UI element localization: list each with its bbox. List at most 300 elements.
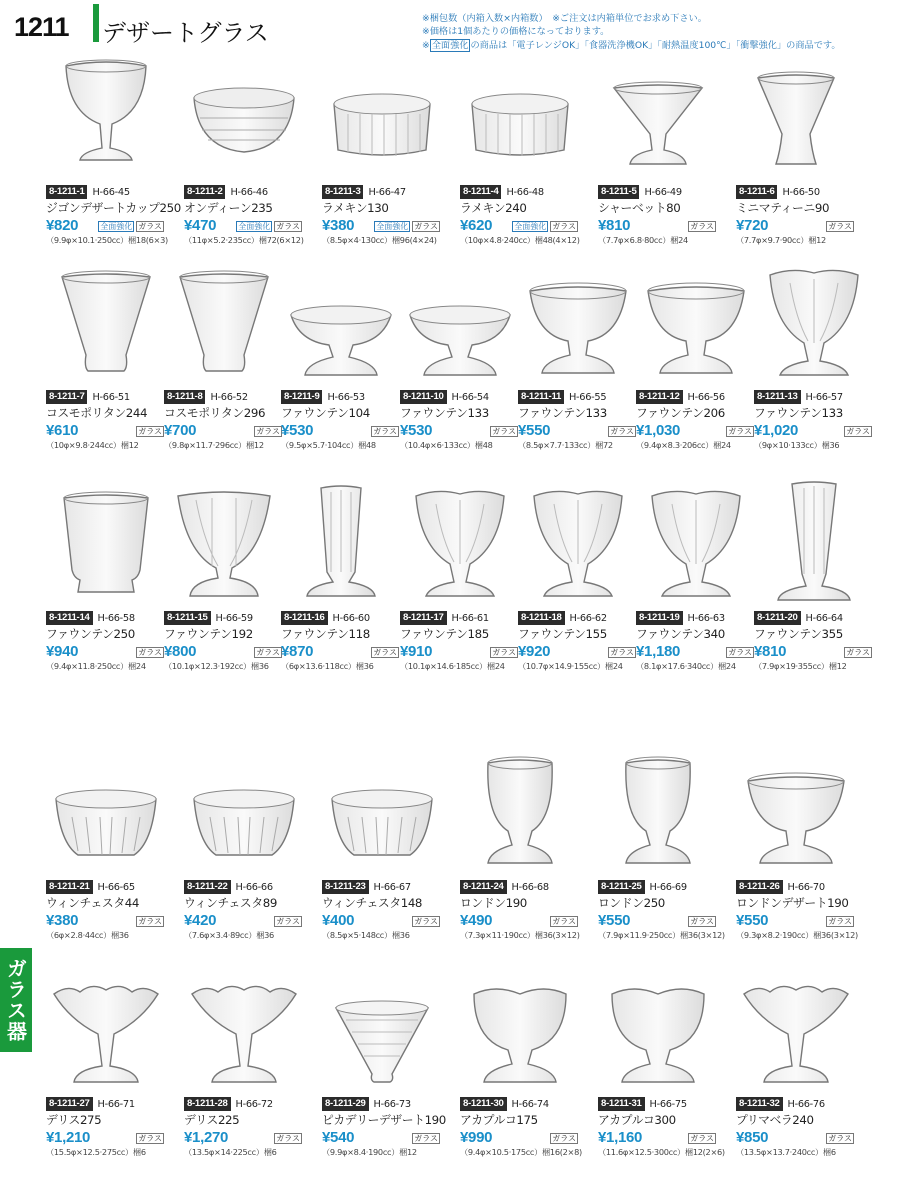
header-notes <box>422 12 841 52</box>
product-name: ファウンテン155 <box>518 627 607 641</box>
product-meta <box>281 610 399 673</box>
model-code: H-66-74 <box>511 1098 549 1110</box>
product-card[interactable] <box>322 52 440 262</box>
product-card[interactable] <box>400 478 518 688</box>
product-code: 8-1211-11 <box>518 390 564 404</box>
product-image[interactable] <box>462 52 578 184</box>
tulip-sundae-icon <box>638 478 754 610</box>
price: ¥810 <box>598 217 631 234</box>
product-spec: （13.5φ×14·225cc）梱6 <box>184 1147 277 1157</box>
price: ¥1,270 <box>184 1129 229 1146</box>
price: ¥810 <box>754 643 787 660</box>
product-name: コスモポリタン296 <box>164 406 266 420</box>
product-card[interactable] <box>400 257 518 467</box>
code-line <box>46 879 164 895</box>
product-meta <box>598 1096 725 1159</box>
product-spec: （8.1φ×17.6·340cc）梱24 <box>636 661 736 671</box>
note-text: ※梱包数（内箱入数×内箱数） ※ご注文は内箱単位でお求め下さい。 <box>422 13 707 24</box>
product-meta <box>164 389 282 452</box>
product-image[interactable] <box>402 478 518 610</box>
product-image[interactable] <box>638 478 754 610</box>
product-spec: （6φ×13.6·118cc）梱36 <box>281 661 374 671</box>
product-card[interactable] <box>736 52 854 262</box>
goblet-icon <box>462 747 578 879</box>
model-code: H-66-53 <box>327 391 365 403</box>
price-line <box>598 1128 716 1146</box>
glass-tag: ガラス <box>690 222 714 231</box>
product-image[interactable] <box>48 478 164 610</box>
tag-group <box>688 221 716 234</box>
product-card[interactable] <box>518 257 636 467</box>
tag-group <box>98 221 164 234</box>
price-line <box>460 216 578 234</box>
price: ¥940 <box>46 643 79 660</box>
product-spec: （7.7φ×9.7·90cc）梱12 <box>736 235 826 245</box>
product-name: プリマベラ240 <box>736 1113 814 1127</box>
product-card[interactable] <box>164 257 282 467</box>
code-line <box>322 1096 440 1112</box>
product-name: ファウンテン206 <box>636 406 725 420</box>
tag-group <box>826 916 854 929</box>
product-image[interactable] <box>186 747 302 879</box>
glass-tag: ガラス <box>138 1134 162 1143</box>
product-name: ピカデリーデザート190 <box>322 1113 446 1127</box>
product-card[interactable] <box>164 478 282 688</box>
product-spec: （13.5φ×13.7·240cc）梱6 <box>736 1147 836 1157</box>
product-image[interactable] <box>600 964 716 1096</box>
tag-group <box>371 647 399 660</box>
sherbet-glass-icon <box>600 52 716 184</box>
model-code: H-66-52 <box>210 391 248 403</box>
product-spec: （7.9φ×19·355cc）梱12 <box>754 661 847 671</box>
product-code: 8-1211-26 <box>736 880 783 894</box>
tag-group <box>550 916 578 929</box>
product-meta <box>46 184 181 247</box>
code-line <box>46 389 164 405</box>
price-line <box>736 1128 854 1146</box>
model-code: H-66-56 <box>687 391 725 403</box>
product-spec: （9.3φ×8.2·190cc）梱36(3×12) <box>736 930 858 940</box>
price-line <box>460 911 578 929</box>
product-image[interactable] <box>283 478 399 610</box>
product-card[interactable] <box>754 257 872 467</box>
tag-group <box>826 1133 854 1146</box>
code-line <box>184 1096 302 1112</box>
product-code: 8-1211-29 <box>322 1097 369 1111</box>
product-name: ファウンテン340 <box>636 627 725 641</box>
footed-bowl-icon <box>638 257 754 389</box>
product-card[interactable] <box>736 747 858 957</box>
ramekin-icon <box>324 52 440 184</box>
code-line <box>322 879 440 895</box>
price: ¥1,160 <box>598 1129 643 1146</box>
price-line <box>322 911 440 929</box>
code-line <box>281 389 399 405</box>
product-card[interactable] <box>46 52 181 262</box>
product-spec: （9.4φ×8.3·206cc）梱24 <box>636 440 731 450</box>
product-meta <box>281 389 399 452</box>
price: ¥540 <box>322 1129 355 1146</box>
product-image[interactable] <box>48 257 164 389</box>
price: ¥800 <box>164 643 197 660</box>
wavy-footed-bowl-icon <box>600 964 716 1096</box>
tempered-tag: 全面強化 <box>431 39 469 51</box>
product-meta <box>598 879 725 942</box>
cone-tumbler-icon <box>48 257 164 389</box>
product-image[interactable] <box>48 747 164 879</box>
product-name: コスモポリタン244 <box>46 406 148 420</box>
martini-glass-icon <box>738 52 854 184</box>
code-line <box>460 879 578 895</box>
product-spec: （9.9φ×8.4·190cc）梱12 <box>322 1147 417 1157</box>
price-line <box>598 216 716 234</box>
tag-group <box>726 426 754 439</box>
category-title: デザートグラス <box>102 19 269 47</box>
model-code: H-66-69 <box>649 881 687 893</box>
product-code: 8-1211-9 <box>281 390 322 404</box>
glass-tag: ガラス <box>610 427 634 436</box>
price-line <box>400 421 518 439</box>
product-card[interactable] <box>281 478 399 688</box>
footed-cup-icon <box>48 52 164 184</box>
product-name: ファウンテン185 <box>400 627 489 641</box>
product-card[interactable] <box>598 52 716 262</box>
code-line <box>598 1096 716 1112</box>
product-meta <box>518 610 636 673</box>
footed-bowl-icon <box>520 257 636 389</box>
product-image[interactable] <box>600 52 716 184</box>
product-card[interactable] <box>754 478 872 688</box>
product-spec: （10φ×4.8·240cc）梱48(4×12) <box>460 235 580 245</box>
price-line <box>636 642 754 660</box>
product-spec: （11.6φ×12.5·300cc）梱12(2×6) <box>598 1147 725 1157</box>
product-image[interactable] <box>324 964 440 1096</box>
product-card[interactable] <box>184 52 302 262</box>
product-code: 8-1211-25 <box>598 880 645 894</box>
page-number: 1211 <box>14 12 69 42</box>
tag-group <box>374 221 440 234</box>
code-line <box>400 389 518 405</box>
product-code: 8-1211-13 <box>754 390 801 404</box>
product-code: 8-1211-8 <box>164 390 205 404</box>
tag-group <box>726 647 754 660</box>
product-card[interactable] <box>598 964 725 1174</box>
product-code: 8-1211-16 <box>281 611 328 625</box>
product-image[interactable] <box>638 257 754 389</box>
tulip-sundae-icon <box>756 257 872 389</box>
model-code: H-66-73 <box>373 1098 411 1110</box>
price: ¥550 <box>598 912 631 929</box>
price: ¥620 <box>460 217 493 234</box>
tag-group <box>136 426 164 439</box>
price: ¥700 <box>164 422 197 439</box>
code-line <box>46 184 164 200</box>
bowl-icon <box>186 52 302 184</box>
product-image[interactable] <box>600 747 716 879</box>
code-line <box>164 610 282 626</box>
product-card[interactable] <box>46 478 164 688</box>
product-card[interactable] <box>460 747 578 957</box>
glass-tag: ガラス <box>373 427 397 436</box>
model-code: H-66-70 <box>787 881 825 893</box>
tall-parfait-icon <box>756 478 872 610</box>
price-line <box>598 911 716 929</box>
glass-tag: ガラス <box>276 222 300 231</box>
price-line <box>164 421 282 439</box>
product-name: デリス275 <box>46 1113 102 1127</box>
product-meta <box>754 389 872 452</box>
footed-tumbler-icon <box>48 478 164 610</box>
glass-tag: ガラス <box>828 222 852 231</box>
product-code: 8-1211-27 <box>46 1097 93 1111</box>
model-code: H-66-55 <box>568 391 607 403</box>
code-line <box>281 610 399 626</box>
model-code: H-66-75 <box>649 1098 687 1110</box>
price-line <box>184 216 302 234</box>
price-line <box>736 216 854 234</box>
glass-tag: ガラス <box>828 917 852 926</box>
product-meta <box>46 879 164 942</box>
product-name: ロンドン250 <box>598 896 665 910</box>
product-image[interactable] <box>462 964 578 1096</box>
product-card[interactable] <box>598 747 725 957</box>
price: ¥550 <box>736 912 769 929</box>
tag-group <box>254 647 282 660</box>
product-meta <box>460 879 578 942</box>
product-image[interactable] <box>166 257 282 389</box>
price-line <box>164 642 282 660</box>
tag-group <box>236 221 302 234</box>
tag-group <box>688 916 716 929</box>
price: ¥910 <box>400 643 433 660</box>
product-spec: （10φ×9.8·244cc）梱12 <box>46 440 139 450</box>
tag-group <box>688 1133 716 1146</box>
code-line <box>184 879 302 895</box>
price-line <box>281 642 399 660</box>
tag-group <box>136 916 164 929</box>
tag-group <box>608 647 636 660</box>
product-card[interactable] <box>460 52 578 262</box>
model-code: H-66-72 <box>235 1098 273 1110</box>
code-line <box>736 1096 854 1112</box>
glass-tag: ガラス <box>256 427 280 436</box>
tag-group <box>371 426 399 439</box>
product-name: ファウンテン118 <box>281 627 370 641</box>
price-line <box>736 911 854 929</box>
product-image[interactable] <box>324 747 440 879</box>
product-card[interactable] <box>281 257 399 467</box>
product-card[interactable] <box>636 478 754 688</box>
product-card[interactable] <box>46 747 164 957</box>
cone-cup-icon <box>324 964 440 1096</box>
product-code: 8-1211-14 <box>46 611 93 625</box>
product-code: 8-1211-10 <box>400 390 447 404</box>
product-image[interactable] <box>738 52 854 184</box>
product-image[interactable] <box>738 747 854 879</box>
product-spec: （9φ×10·133cc）梱36 <box>754 440 840 450</box>
product-image[interactable] <box>520 478 636 610</box>
product-card[interactable] <box>460 964 582 1174</box>
product-card[interactable] <box>636 257 754 467</box>
price: ¥470 <box>184 217 217 234</box>
product-image[interactable] <box>166 478 282 610</box>
model-code: H-66-71 <box>97 1098 135 1110</box>
model-code: H-66-61 <box>451 612 489 624</box>
model-code: H-66-58 <box>97 612 135 624</box>
code-line <box>46 1096 164 1112</box>
glass-tag: ガラス <box>728 648 752 657</box>
product-spec: （7.3φ×11·190cc）梱36(3×12) <box>460 930 580 940</box>
glass-tag: ガラス <box>690 917 714 926</box>
product-name: ジゴンデザートカップ250 <box>46 201 181 215</box>
product-meta <box>184 1096 302 1159</box>
section-tab-glassware[interactable]: ガラス器 <box>0 948 32 1052</box>
tag-group <box>490 426 518 439</box>
product-card[interactable] <box>322 964 446 1174</box>
product-spec: （9.9φ×10.1·250cc）梱18(6×3) <box>46 235 168 245</box>
code-line <box>754 610 872 626</box>
product-meta <box>636 610 754 673</box>
price: ¥850 <box>736 1129 769 1146</box>
price-line <box>322 1128 440 1146</box>
price-line <box>46 642 164 660</box>
low-footed-bowl-icon <box>402 257 518 389</box>
note-line-1 <box>422 12 841 25</box>
product-code: 8-1211-2 <box>184 185 225 199</box>
code-line <box>636 610 754 626</box>
code-line <box>518 610 636 626</box>
price-line <box>518 642 636 660</box>
product-name: シャーベット80 <box>598 201 681 215</box>
code-line <box>636 389 754 405</box>
product-spec: （10.1φ×14.6·185cc）梱24 <box>400 661 505 671</box>
product-meta <box>400 389 518 452</box>
tempered-tag: 全面強化 <box>238 222 271 231</box>
glass-tag: ガラス <box>846 427 870 436</box>
tempered-tag: 全面強化 <box>100 222 133 231</box>
product-meta <box>184 879 302 942</box>
product-spec: （8.5φ×5·148cc）梱36 <box>322 930 410 940</box>
price: ¥550 <box>518 422 551 439</box>
product-code: 8-1211-20 <box>754 611 801 625</box>
price-line <box>754 642 872 660</box>
cut-bowl-icon <box>324 747 440 879</box>
model-code: H-66-65 <box>97 881 135 893</box>
glass-tag: ガラス <box>552 917 576 926</box>
product-spec: （9.5φ×5.7·104cc）梱48 <box>281 440 376 450</box>
model-code: H-66-59 <box>215 612 253 624</box>
product-spec: （11φ×5.2·235cc）梱72(6×12) <box>184 235 304 245</box>
glass-tag: ガラス <box>138 222 162 231</box>
low-footed-bowl-icon <box>283 257 399 389</box>
price: ¥920 <box>518 643 551 660</box>
product-image[interactable] <box>462 747 578 879</box>
code-line <box>736 184 854 200</box>
tag-group <box>844 426 872 439</box>
price-line <box>46 1128 164 1146</box>
product-image[interactable] <box>324 52 440 184</box>
product-card[interactable] <box>736 964 854 1174</box>
product-image[interactable] <box>520 257 636 389</box>
product-name: ファウンテン133 <box>518 406 607 420</box>
product-card[interactable] <box>184 964 302 1174</box>
product-code: 8-1211-3 <box>322 185 363 199</box>
product-card[interactable] <box>518 478 636 688</box>
footed-bowl-icon <box>738 747 854 879</box>
glass-tag: ガラス <box>492 427 516 436</box>
product-image[interactable] <box>48 52 164 184</box>
product-spec: （10.7φ×14.9·155cc）梱24 <box>518 661 623 671</box>
product-code: 8-1211-17 <box>400 611 447 625</box>
glass-tag: ガラス <box>276 917 300 926</box>
code-line <box>598 879 716 895</box>
glass-tag: ガラス <box>373 648 397 657</box>
product-spec: （9.8φ×11.7·296cc）梱12 <box>164 440 264 450</box>
product-image[interactable] <box>283 257 399 389</box>
glass-tag: ガラス <box>828 1134 852 1143</box>
model-code: H-66-60 <box>332 612 370 624</box>
product-meta <box>322 1096 446 1159</box>
product-card[interactable] <box>46 964 164 1174</box>
product-spec: （10.4φ×6·133cc）梱48 <box>400 440 493 450</box>
tag-group <box>512 221 578 234</box>
tag-group <box>490 647 518 660</box>
product-name: ウィンチェスタ148 <box>322 896 423 910</box>
note-text: ※ <box>422 39 430 51</box>
product-meta <box>736 1096 854 1159</box>
product-spec: （7.6φ×3.4·89cc）梱36 <box>184 930 274 940</box>
product-code: 8-1211-30 <box>460 1097 507 1111</box>
product-image[interactable] <box>756 257 872 389</box>
product-spec: （15.5φ×12.5·275cc）梱6 <box>46 1147 146 1157</box>
model-code: H-66-76 <box>787 1098 825 1110</box>
tulip-sundae-icon <box>402 478 518 610</box>
model-code: H-66-66 <box>235 881 273 893</box>
model-code: H-66-57 <box>805 391 843 403</box>
product-card[interactable] <box>322 747 440 957</box>
product-name: ウィンチェスタ44 <box>46 896 139 910</box>
note-line-3 <box>422 39 841 52</box>
product-image[interactable] <box>402 257 518 389</box>
product-name: ロンドンデザート190 <box>736 896 849 910</box>
product-image[interactable] <box>186 52 302 184</box>
product-spec: （10.1φ×12.3·192cc）梱36 <box>164 661 269 671</box>
model-code: H-66-67 <box>373 881 411 893</box>
product-image[interactable] <box>48 964 164 1096</box>
product-code: 8-1211-23 <box>322 880 369 894</box>
product-card[interactable] <box>46 257 164 467</box>
price-line <box>184 911 302 929</box>
tag-group <box>136 1133 164 1146</box>
product-image[interactable] <box>738 964 854 1096</box>
code-line <box>460 1096 578 1112</box>
product-card[interactable] <box>184 747 302 957</box>
cut-bowl-icon <box>186 747 302 879</box>
product-image[interactable] <box>186 964 302 1096</box>
price: ¥610 <box>46 422 79 439</box>
product-meta <box>46 610 164 673</box>
parfait-glass-icon <box>283 478 399 610</box>
note-text: ※価格は1個あたりの価格になっております。 <box>422 26 610 38</box>
price: ¥530 <box>281 422 314 439</box>
product-name: ウィンチェスタ89 <box>184 896 277 910</box>
product-name: デリス225 <box>184 1113 240 1127</box>
model-code: H-66-51 <box>92 391 130 403</box>
price: ¥1,020 <box>754 422 799 439</box>
price-line <box>400 642 518 660</box>
product-image[interactable] <box>756 478 872 610</box>
glass-tag: ガラス <box>414 222 438 231</box>
